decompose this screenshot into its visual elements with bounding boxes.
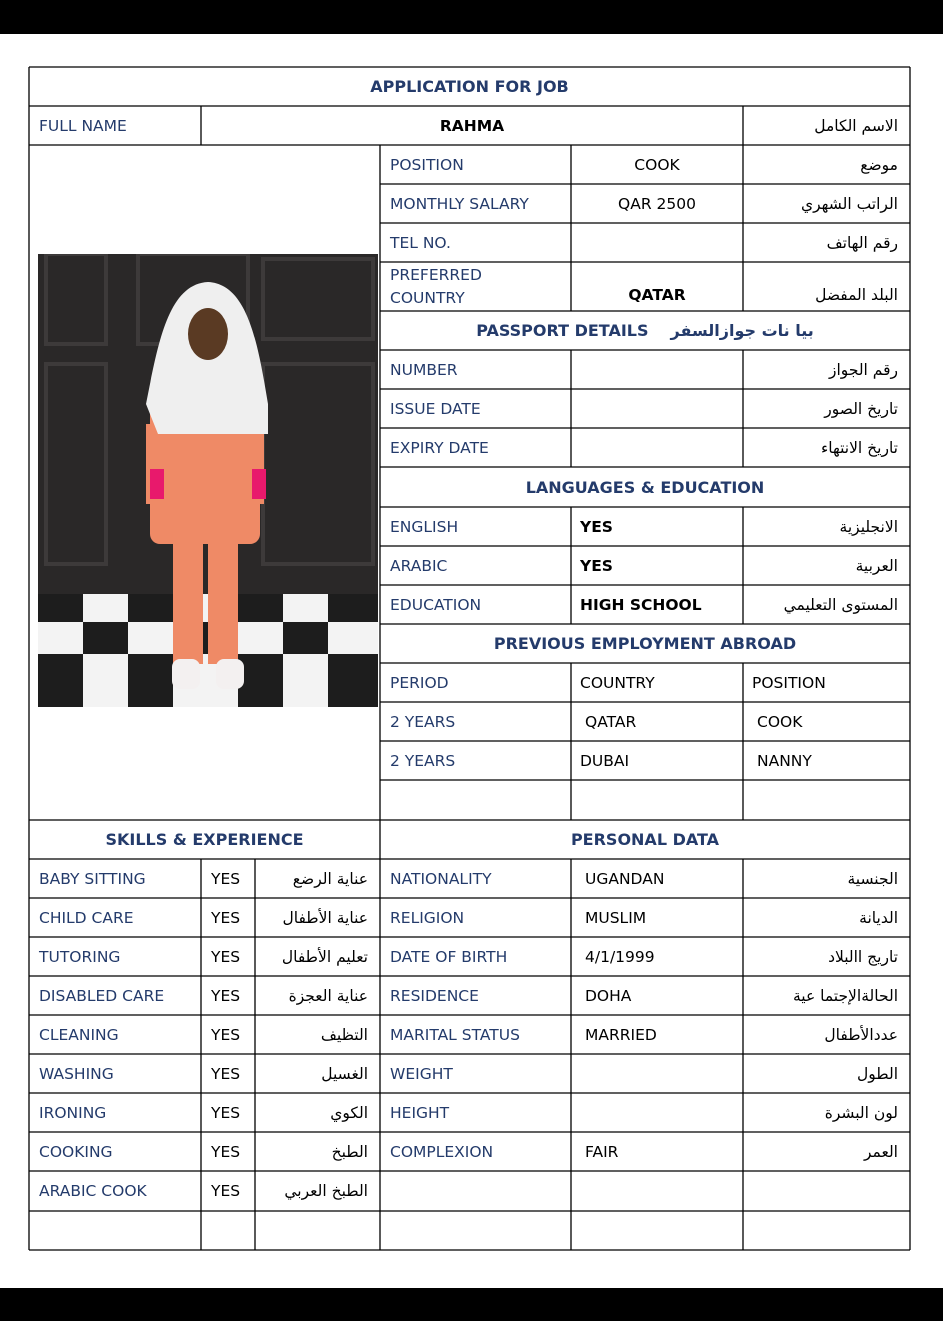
employment-row-period: 2 YEARS <box>390 751 456 770</box>
preferred-country-label <box>380 262 571 311</box>
employment-row-position: COOK <box>757 712 803 731</box>
personal-heading: PERSONAL DATA <box>570 830 720 849</box>
skill-value: YES <box>211 1142 241 1161</box>
tel-label: TEL NO. <box>390 233 451 252</box>
skill-value: YES <box>211 986 241 1005</box>
salary-label: MONTHLY SALARY <box>390 194 529 213</box>
skill-label-ar: عناية الرضع <box>292 869 368 888</box>
employment-heading: PREVIOUS EMPLOYMENT ABROAD <box>493 634 797 653</box>
english-label-ar: الانجليزية <box>839 517 898 536</box>
skill-value: YES <box>211 1025 241 1044</box>
personal-value: FAIR <box>585 1142 619 1161</box>
skill-value: YES <box>211 908 241 927</box>
application-form <box>0 34 943 1288</box>
skill-label-ar: التظيف <box>320 1025 368 1044</box>
personal-label: MARITAL STATUS <box>390 1025 520 1044</box>
skill-label: TUTORING <box>39 947 121 966</box>
education-label: EDUCATION <box>390 595 482 614</box>
skill-label-ar: الغسيل <box>321 1064 368 1083</box>
preferred-country-label-ar: البلد المفضل <box>815 285 898 304</box>
preferred-country-label-line2: COUNTRY <box>390 288 465 307</box>
employment-row-country: QATAR <box>585 712 637 731</box>
personal-label-ar: تاريج االبلاد <box>828 947 898 966</box>
skill-value: YES <box>211 1064 241 1083</box>
personal-value: MARRIED <box>585 1025 657 1044</box>
expiry-date-label: EXPIRY DATE <box>390 438 489 457</box>
tel-label-ar: رقم الهاتف <box>826 233 898 252</box>
skill-value: YES <box>211 947 241 966</box>
preferred-country-value: QATAR <box>628 285 686 304</box>
position-label: POSITION <box>390 155 464 174</box>
employment-col-country: COUNTRY <box>580 673 655 692</box>
skill-label-ar: الطبخ العربي <box>284 1181 368 1200</box>
personal-label: RESIDENCE <box>390 986 479 1005</box>
skill-label-ar: عناية العجزة <box>288 986 368 1005</box>
skill-label: IRONING <box>39 1103 107 1122</box>
employment-row-country: DUBAI <box>580 751 630 770</box>
passport-heading-en: PASSPORT DETAILS <box>476 321 649 340</box>
languages-heading: LANGUAGES & EDUCATION <box>525 477 765 497</box>
personal-label-ar: عددالأطفال <box>824 1025 898 1044</box>
employment-row-period: 2 YEARS <box>390 712 456 731</box>
form-title: APPLICATION FOR JOB <box>370 77 569 96</box>
personal-value <box>571 1093 743 1132</box>
personal-label: COMPLEXION <box>390 1142 494 1161</box>
passport-number-value <box>571 350 743 389</box>
personal-label-ar: لون البشرة <box>824 1103 898 1122</box>
full-name-label-ar: الاسم الكامل <box>814 116 898 135</box>
personal-label-ar: الديانة <box>859 908 898 927</box>
personal-value: MUSLIM <box>585 908 647 927</box>
passport-number-label: NUMBER <box>390 360 458 379</box>
skill-value: YES <box>211 1103 241 1122</box>
issue-date-label: ISSUE DATE <box>390 399 481 418</box>
skill-label-ar: عناية الأطفال <box>282 908 368 927</box>
education-value: HIGH SCHOOL <box>580 595 702 614</box>
full-name-value: RAHMA <box>439 116 505 135</box>
skill-label-ar: الكوي <box>330 1103 368 1122</box>
skill-label: BABY SITTING <box>39 869 146 888</box>
position-value: COOK <box>634 155 680 174</box>
skill-label: CLEANING <box>39 1025 119 1044</box>
full-name-label: FULL NAME <box>39 116 127 135</box>
skills-heading: SKILLS & EXPERIENCE <box>105 830 304 849</box>
personal-label: DATE OF BIRTH <box>390 947 508 966</box>
employment-col-position: POSITION <box>752 673 826 692</box>
position-label-ar: موضع <box>860 155 898 174</box>
english-label: ENGLISH <box>390 517 459 536</box>
personal-label: RELIGION <box>390 908 465 927</box>
personal-label-ar: الجنسية <box>847 869 898 888</box>
preferred-country-label-line1: PREFERRED <box>390 265 482 284</box>
employment-row-position: NANNY <box>757 751 812 770</box>
personal-label-ar: الطول <box>856 1064 898 1083</box>
tel-value <box>571 223 743 262</box>
skill-label: CHILD CARE <box>39 908 134 927</box>
arabic-label-ar: العربية <box>855 556 898 575</box>
passport-number-label-ar: رقم الجواز <box>829 360 898 379</box>
personal-value: DOHA <box>585 986 632 1005</box>
passport-heading <box>380 311 910 350</box>
personal-value <box>571 1054 743 1093</box>
education-label-ar: المستوى التعليمي <box>783 595 898 614</box>
skill-label: WASHING <box>39 1064 114 1083</box>
expiry-date-value <box>571 428 743 467</box>
issue-date-value <box>571 389 743 428</box>
skill-label-ar: تعليم الأطفال <box>281 947 368 966</box>
issue-date-label-ar: تاريخ الصور <box>824 399 898 418</box>
personal-label-ar: العمر <box>863 1142 898 1161</box>
english-value: YES <box>580 517 613 536</box>
skill-label: DISABLED CARE <box>39 986 165 1005</box>
personal-value: UGANDAN <box>585 869 665 888</box>
employment-col-period: PERIOD <box>390 673 449 692</box>
personal-label: HEIGHT <box>390 1103 450 1122</box>
personal-label: NATIONALITY <box>390 869 492 888</box>
personal-label: WEIGHT <box>390 1064 453 1083</box>
arabic-value: YES <box>580 556 613 575</box>
personal-value: 4/1/1999 <box>585 947 655 966</box>
salary-value: QAR 2500 <box>618 194 696 213</box>
skill-label: ARABIC COOK <box>39 1181 147 1200</box>
skill-label-ar: الطبخ <box>331 1142 368 1161</box>
salary-label-ar: الراتب الشهري <box>800 194 898 213</box>
skill-label: COOKING <box>39 1142 113 1161</box>
skill-value: YES <box>211 869 241 888</box>
personal-label-ar: الحالةالإجتما عية <box>792 986 898 1005</box>
arabic-label: ARABIC <box>390 556 448 575</box>
expiry-date-label-ar: تاريخ الانتهاء <box>820 438 898 457</box>
passport-heading-ar: بيا نات جوازالسفر <box>670 321 814 340</box>
applicant-photo <box>38 254 378 707</box>
skill-value: YES <box>211 1181 241 1200</box>
